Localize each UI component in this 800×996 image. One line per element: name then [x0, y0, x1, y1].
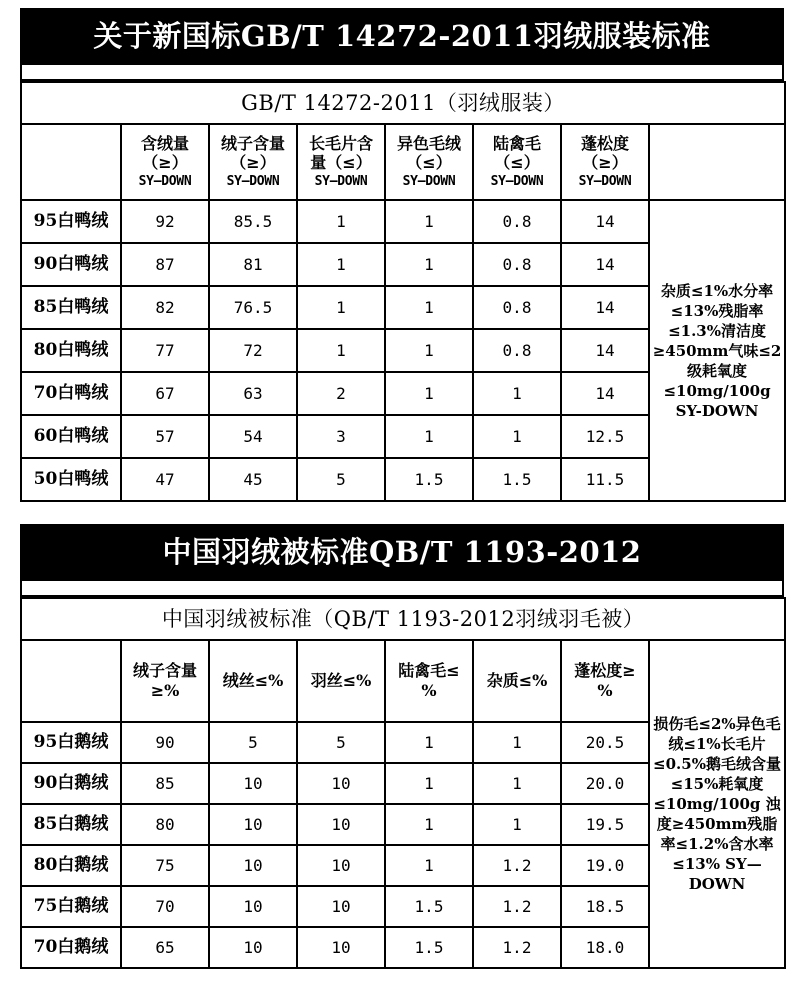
value-cell: 1	[473, 804, 561, 845]
value-cell: 1	[297, 329, 385, 372]
row-label: 70白鹅绒	[21, 927, 121, 968]
row-label: 70白鸭绒	[21, 372, 121, 415]
value-cell: 57	[121, 415, 209, 458]
header-cell: 绒子含量 ≥%	[121, 640, 209, 722]
row-label: 80白鹅绒	[21, 845, 121, 886]
value-cell: 80	[121, 804, 209, 845]
value-cell: 1	[473, 415, 561, 458]
value-cell: 19.0	[561, 845, 649, 886]
header-corner-cell	[21, 640, 121, 722]
value-cell: 67	[121, 372, 209, 415]
value-cell: 85	[121, 763, 209, 804]
value-cell: 0.8	[473, 200, 561, 243]
value-cell: 1.2	[473, 927, 561, 968]
value-cell: 75	[121, 845, 209, 886]
value-cell: 47	[121, 458, 209, 501]
value-cell: 1	[385, 804, 473, 845]
row-label: 90白鸭绒	[21, 243, 121, 286]
header-cell: 含绒量 （≥） SY—DOWN	[121, 124, 209, 200]
value-cell: 1	[385, 722, 473, 763]
row-label: 95白鸭绒	[21, 200, 121, 243]
header-cell: 羽丝≤%	[297, 640, 385, 722]
header-cell: 蓬松度≥ %	[561, 640, 649, 722]
value-cell: 1.5	[385, 927, 473, 968]
value-cell: 18.5	[561, 886, 649, 927]
value-cell: 18.0	[561, 927, 649, 968]
value-cell: 81	[209, 243, 297, 286]
value-cell: 1.2	[473, 845, 561, 886]
value-cell: 70	[121, 886, 209, 927]
header-cell: 绒丝≤%	[209, 640, 297, 722]
value-cell: 2	[297, 372, 385, 415]
value-cell: 1	[297, 243, 385, 286]
value-cell: 19.5	[561, 804, 649, 845]
section1-spacer	[20, 65, 784, 81]
value-cell: 14	[561, 286, 649, 329]
goose-down-table	[20, 597, 786, 969]
quality-notes-cell: 杂质≤1%水分率≤13%残脂率≤1.3%清洁度≥450mm气味≤2级耗氧度≤10mg/100g SY-DOWN	[649, 200, 785, 501]
value-cell: 5	[297, 458, 385, 501]
duck-down-table	[20, 81, 786, 502]
goose-down-quilt-standard-panel	[20, 524, 784, 990]
header-cell: 陆禽毛 （≤） SY—DOWN	[473, 124, 561, 200]
value-cell: 1.5	[473, 458, 561, 501]
value-cell: 1	[385, 329, 473, 372]
value-cell: 5	[209, 722, 297, 763]
value-cell: 65	[121, 927, 209, 968]
value-cell: 45	[209, 458, 297, 501]
row-label: 90白鹅绒	[21, 763, 121, 804]
value-cell: 11.5	[561, 458, 649, 501]
value-cell: 10	[297, 763, 385, 804]
value-cell: 10	[297, 927, 385, 968]
value-cell: 14	[561, 200, 649, 243]
value-cell: 76.5	[209, 286, 297, 329]
value-cell: 10	[297, 886, 385, 927]
value-cell: 72	[209, 329, 297, 372]
value-cell: 12.5	[561, 415, 649, 458]
value-cell: 1	[385, 200, 473, 243]
value-cell: 10	[209, 886, 297, 927]
value-cell: 10	[209, 845, 297, 886]
value-cell: 90	[121, 722, 209, 763]
value-cell: 1	[385, 415, 473, 458]
header-cell: 蓬松度 （≥） SY—DOWN	[561, 124, 649, 200]
value-cell: 10	[297, 845, 385, 886]
value-cell: 1	[473, 722, 561, 763]
table-row	[21, 200, 785, 243]
value-cell: 1	[385, 845, 473, 886]
row-label: 85白鸭绒	[21, 286, 121, 329]
row-label: 50白鸭绒	[21, 458, 121, 501]
section2-spacer	[20, 581, 784, 597]
value-cell: 1	[385, 763, 473, 804]
value-cell: 1	[473, 763, 561, 804]
value-cell: 85.5	[209, 200, 297, 243]
value-cell: 1.5	[385, 886, 473, 927]
header-cell: 陆禽毛≤ %	[385, 640, 473, 722]
value-cell: 10	[209, 927, 297, 968]
header-cell: 异色毛绒 （≤） SY—DOWN	[385, 124, 473, 200]
value-cell: 1	[297, 200, 385, 243]
quality-notes-cell: 损伤毛≤2%异色毛绒≤1%长毛片≤0.5%鹅毛绒含量≤15%耗氧度≤10mg/100g 浊度≥450mm残脂率≤1.2%含水率≤13% SY—DOWN	[649, 640, 785, 968]
value-cell: 10	[209, 804, 297, 845]
row-label: 75白鹅绒	[21, 886, 121, 927]
value-cell: 1	[385, 372, 473, 415]
section1-banner-title: 关于新国标GB/T 14272-2011羽绒服装标准	[20, 8, 784, 65]
row-label: 80白鸭绒	[21, 329, 121, 372]
value-cell: 1.5	[385, 458, 473, 501]
value-cell: 20.5	[561, 722, 649, 763]
value-cell: 82	[121, 286, 209, 329]
value-cell: 77	[121, 329, 209, 372]
value-cell: 92	[121, 200, 209, 243]
section1-table-caption: GB/T 14272-2011（羽绒服装）	[21, 82, 785, 124]
value-cell: 0.8	[473, 286, 561, 329]
value-cell: 14	[561, 372, 649, 415]
value-cell: 3	[297, 415, 385, 458]
header-cell: 长毛片含 量（≤） SY—DOWN	[297, 124, 385, 200]
value-cell: 0.8	[473, 243, 561, 286]
value-cell: 0.8	[473, 329, 561, 372]
value-cell: 10	[209, 763, 297, 804]
value-cell: 1	[297, 286, 385, 329]
value-cell: 1	[385, 286, 473, 329]
value-cell: 10	[297, 804, 385, 845]
section2-banner-title: 中国羽绒被标准QB/T 1193-2012	[20, 524, 784, 581]
header-cell: 杂质≤%	[473, 640, 561, 722]
value-cell: 1	[385, 243, 473, 286]
value-cell: 87	[121, 243, 209, 286]
value-cell: 1	[473, 372, 561, 415]
value-cell: 14	[561, 329, 649, 372]
row-label: 95白鹅绒	[21, 722, 121, 763]
duck-down-standard-panel	[20, 8, 784, 511]
row-label: 85白鹅绒	[21, 804, 121, 845]
value-cell: 63	[209, 372, 297, 415]
header-cell: 绒子含量 （≥） SY—DOWN	[209, 124, 297, 200]
value-cell: 14	[561, 243, 649, 286]
value-cell: 20.0	[561, 763, 649, 804]
header-corner-cell	[21, 124, 121, 200]
section2-table-caption: 中国羽绒被标准（QB/T 1193-2012羽绒羽毛被）	[21, 598, 785, 640]
value-cell: 5	[297, 722, 385, 763]
value-cell: 54	[209, 415, 297, 458]
row-label: 60白鸭绒	[21, 415, 121, 458]
header-blank-cell	[649, 124, 785, 200]
value-cell: 1.2	[473, 886, 561, 927]
